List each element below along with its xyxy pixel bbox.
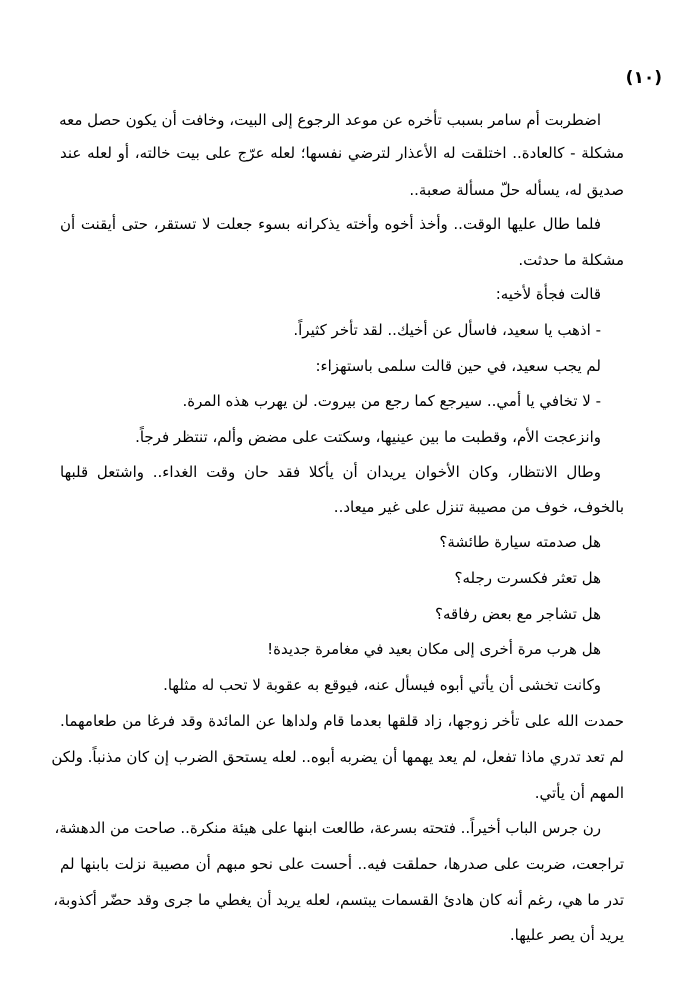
paragraph-line: فلما طال عليها الوقت.. وأخذ أخوه وأخته يذكرانه بسوء جعلت لا تستقر، حتى أيقنت أن (60, 215, 601, 233)
paragraph-line: لم تعد تدري ماذا تفعل، لم يعد يهمها أن يضربه أبوه.. لعله يستحق الضرب إن كان مذنباً. ولكن (51, 748, 624, 766)
paragraph-line: تدر ما هي، رغم أنه كان هادئ القسمات يبتسم، لعله يريد أن يغطي ما جرى وقد حضّر أكذوبة، (53, 891, 624, 909)
page-number: (١٠) (625, 68, 662, 88)
paragraph-line: اضطربت أم سامر بسبب تأخره عن موعد الرجوع إلى البيت، وخافت أن يكون حصل معه (59, 111, 601, 129)
paragraph-line: مشكلة ما حدثت. (518, 251, 624, 269)
question-line: هل صدمته سيارة طائشة؟ (439, 533, 601, 551)
paragraph-line: قالت فجأة لأخيه: (495, 285, 601, 303)
paragraph-line: تراجعت، ضربت على صدرها، حملقت فيه.. أحست على نحو مبهم أن مصيبة نزلت بابنها لم (60, 855, 624, 873)
paragraph-line: حمدت الله على تأخر زوجها، زاد قلقها بعدما قام ولداها عن المائدة وقد فرغا من طعامهما. (60, 712, 624, 730)
question-line: هل تشاجر مع بعض رفاقه؟ (435, 605, 601, 623)
paragraph-line: وطال الانتظار، وكان الأخوان يريدان أن يأكلا فقد حان وقت الغداء.. واشتعل قلبها (60, 463, 601, 481)
dialogue-line: - اذهب يا سعيد، فاسأل عن أخيك.. لقد تأخر كثيراً. (293, 321, 601, 339)
paragraph-line: المهم أن يأتي. (534, 784, 624, 802)
paragraph-line: لم يجب سعيد، في حين قالت سلمى باستهزاء: (315, 357, 601, 375)
paragraph-line: يريد أن يصر عليها. (509, 926, 624, 944)
paragraph-line: مشكلة - كالعادة.. اختلقت له الأعذار لترضي نفسها؛ لعله عرّج على بيت خالته، أو لعله عند (60, 144, 624, 162)
paragraph-line: وانزعجت الأم، وقطبت ما بين عينيها، وسكتت على مضض وألم، تنتظر فرجاً. (135, 428, 601, 446)
paragraph-line: صديق له، يسأله حلّ مسألة صعبة.. (409, 181, 624, 199)
dialogue-line: - لا تخافي يا أمي.. سيرجع كما رجع من بيروت. لن يهرب هذه المرة. (182, 392, 601, 410)
paragraph-line: وكانت تخشى أن يأتي أبوه فيسأل عنه، فيوقع به عقوبة لا تحب له مثلها. (163, 676, 601, 694)
question-line: هل تعثر فكسرت رجله؟ (454, 569, 601, 587)
paragraph-line: رن جرس الباب أخيراً.. فتحته بسرعة، طالعت ابنها على هيئة منكرة.. صاحت من الدهشة، (54, 819, 601, 837)
paragraph-line: بالخوف، خوف من مصيبة تنزل على غير ميعاد.. (333, 498, 624, 516)
question-line: هل هرب مرة أخرى إلى مكان بعيد في مغامرة جديدة! (267, 640, 601, 658)
